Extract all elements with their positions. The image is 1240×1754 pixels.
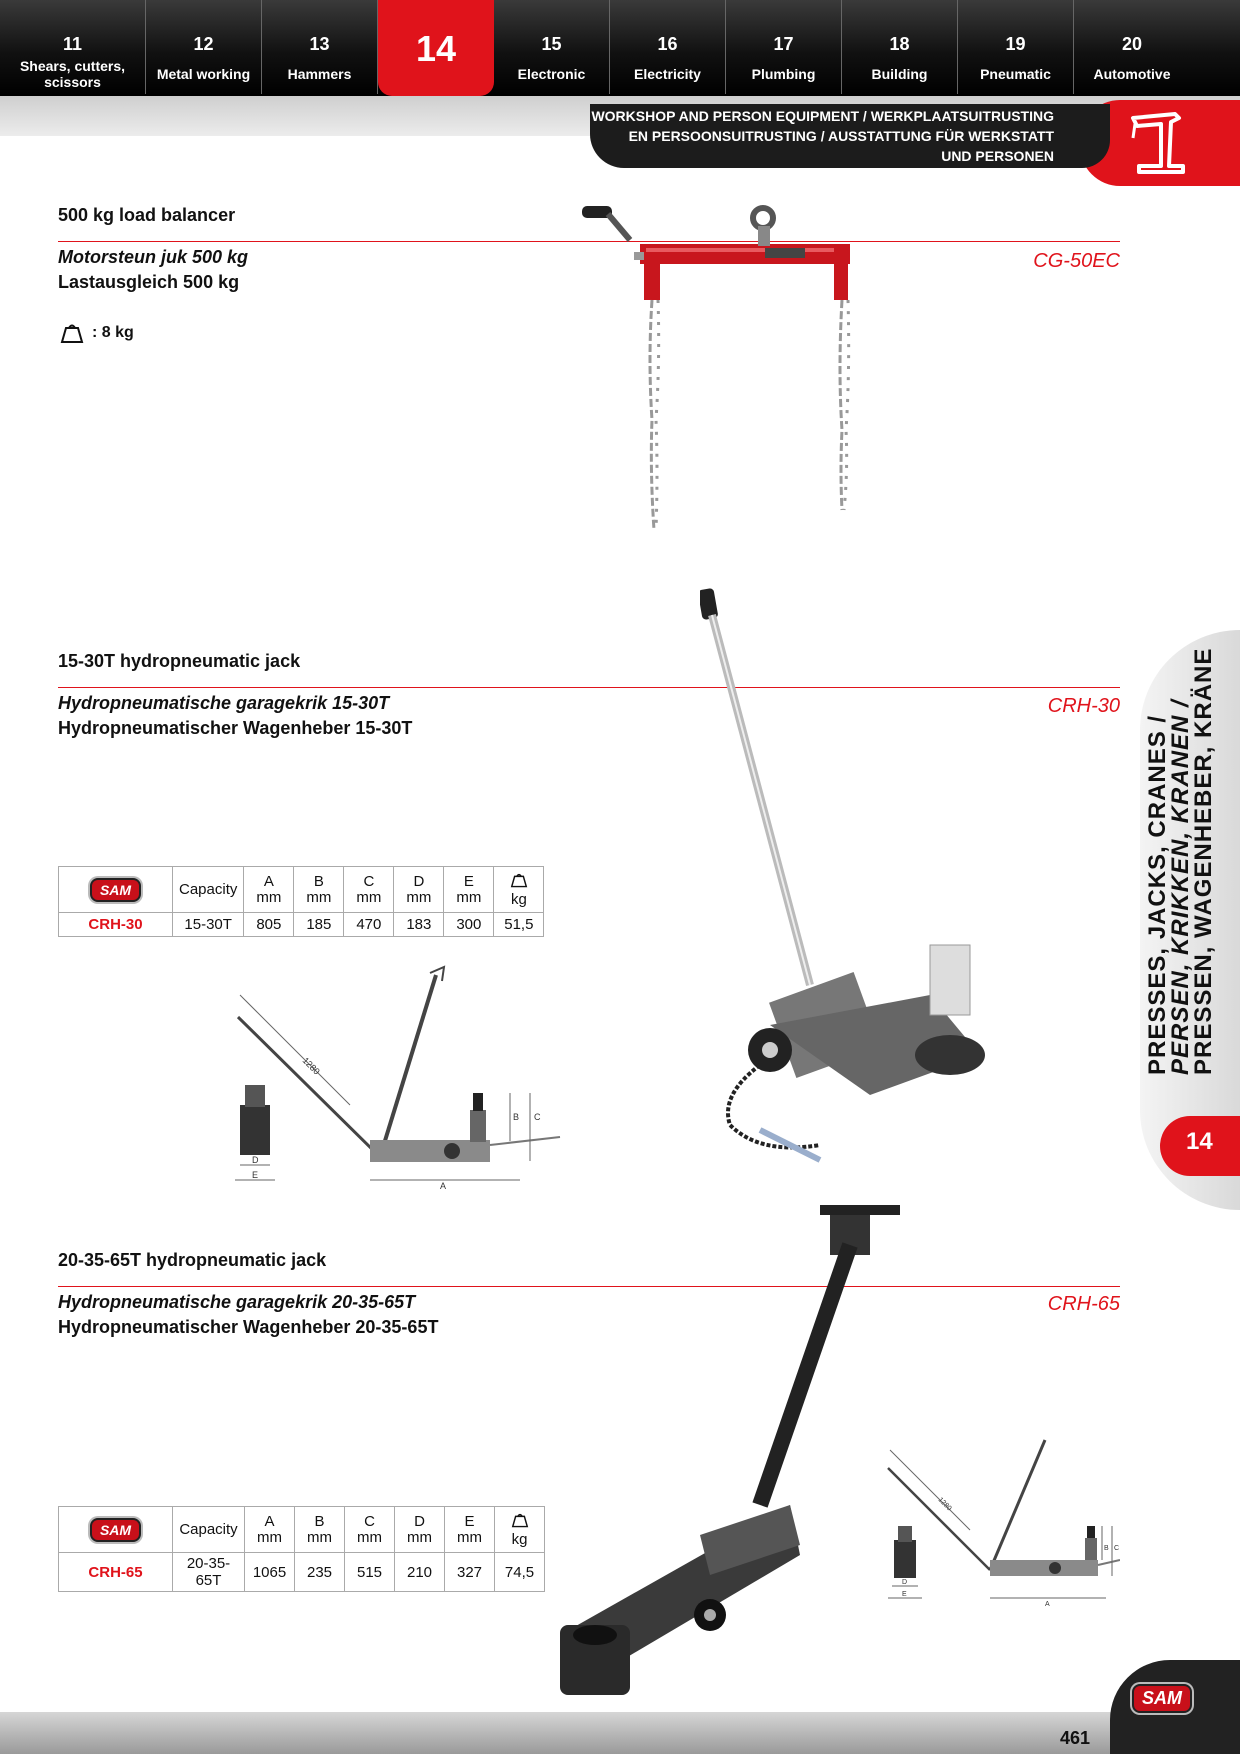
weight-icon [508,872,530,888]
nav-label: Shears, cutters, scissors [19,58,126,90]
dim-d: D [902,1579,908,1586]
nav-number: 20 [1121,34,1143,54]
nav-number: 13 [309,34,330,54]
sam-logo: SAM [1132,1684,1192,1713]
nav-number: 18 [889,34,910,54]
table-header: C mm [345,1507,395,1553]
table-row [59,913,544,937]
product-title: 15-30T hydropneumatic jack [58,651,301,671]
product-name-de: Hydropneumatischer Wagenheber 15-30T [58,718,413,738]
product-code: CRH-30 [1047,695,1120,717]
chapter-title-nl: PERSEN, KRIKKEN, KRANEN / [1167,699,1194,1075]
table-header-row [59,1507,545,1553]
sam-logo: SAM [90,1518,141,1542]
table-header: kg [510,890,527,908]
weight-icon [58,322,86,344]
product-code: CRH-65 [1047,1293,1120,1315]
nav-item-11[interactable] [0,0,146,94]
brand-cell [59,867,173,913]
category-nav [0,0,1240,96]
weight-value: : 8 kg [92,324,134,341]
crh30-jack-image [700,585,1000,1165]
length-label: 1280 [300,1055,322,1077]
dim-b: B [1104,1545,1109,1552]
nav-item-13[interactable] [262,0,378,94]
table-cell: 327 [445,1553,495,1592]
table-cell: 470 [344,913,394,937]
brand-cell [59,1507,173,1553]
nav-item-16[interactable] [610,0,726,94]
dimension-diagram-crh30 [230,965,580,1195]
dim-e: E [902,1591,907,1598]
nav-item-15[interactable] [494,0,610,94]
length-label: 1280 [936,1496,953,1513]
product-name-de: Lastausgleich 500 kg [58,272,240,292]
banner-line: UND PERSONEN [941,148,1054,164]
table-cell: 51,5 [494,913,544,937]
spec-table-crh30 [58,866,544,937]
table-cell: 235 [295,1553,345,1592]
table-cell: 183 [394,913,444,937]
table-cell: 210 [395,1553,445,1592]
table-header-weight [494,867,544,913]
nav-number: 14 [415,28,457,69]
table-cell: 185 [294,913,344,937]
table-header: E mm [445,1507,495,1553]
table-header: D mm [394,867,444,913]
product-title: 500 kg load balancer [58,205,236,225]
chapter-title-vertical [1146,575,1215,1075]
table-cell: 805 [244,913,294,937]
dim-a: A [1045,1601,1050,1608]
chapter-title-en: PRESSES, JACKS, CRANES / [1144,714,1171,1075]
nav-item-14-active[interactable] [378,0,494,96]
banner-line: WORKSHOP AND PERSON EQUIPMENT / WERKPLAATSUITRUSTING [591,108,1054,124]
nav-label: Hammers [287,66,352,82]
load-balancer-image [580,200,880,540]
table-header: B mm [294,867,344,913]
table-cell: 300 [444,913,494,937]
chapter-title-de: PRESSEN, WAGENHEBER, KRÄNE [1190,647,1217,1075]
product-name-nl: Hydropneumatische garagekrik 20-35-65T [58,1292,416,1312]
dim-e: E [252,1170,259,1180]
sam-logo: SAM [90,878,141,902]
footer-sam-logo [1132,1684,1192,1713]
table-header: A mm [245,1507,295,1553]
table-cell-code: CRH-30 [59,913,173,937]
table-header: Capacity [173,867,244,913]
chapter-number: 14 [1160,1116,1240,1176]
table-cell-code: CRH-65 [59,1553,173,1592]
nav-number: 11 [62,34,83,54]
nav-number: 12 [193,34,214,54]
product-name-nl: Hydropneumatische garagekrik 15-30T [58,693,390,713]
footer-band [0,1712,1240,1754]
table-header: kg [511,1530,528,1548]
table-cell: 515 [345,1553,395,1592]
dim-d: D [252,1155,259,1165]
crane-icon [1125,108,1195,178]
dim-a: A [440,1181,447,1191]
table-header: B mm [295,1507,345,1553]
nav-label: Electricity [634,66,701,82]
product-title: 20-35-65T hydropneumatic jack [58,1250,327,1270]
table-cell: 15-30T [173,913,244,937]
table-header: C mm [344,867,394,913]
nav-item-19[interactable] [958,0,1074,94]
table-header-row [59,867,544,913]
nav-label: Pneumatic [980,66,1051,82]
table-header: E mm [444,867,494,913]
dim-c: C [1114,1545,1120,1552]
nav-label: Plumbing [751,66,816,82]
nav-item-20[interactable] [1074,0,1190,94]
product-name-nl: Motorsteun juk 500 kg [58,247,249,267]
product-code: CG-50EC [1033,250,1120,272]
nav-item-12[interactable] [146,0,262,94]
banner-line: EN PERSOONSUITRUSTING / AUSSTATTUNG FÜR WERKSTATT [628,128,1054,144]
dim-b: B [513,1112,520,1122]
nav-item-18[interactable] [842,0,958,94]
product-weight [58,322,134,344]
table-cell: 74,5 [495,1553,545,1592]
table-cell: 1065 [245,1553,295,1592]
table-header-weight [495,1507,545,1553]
nav-number: 17 [773,34,794,54]
nav-label: Electronic [517,66,586,82]
nav-number: 15 [541,34,562,54]
product-name-de: Hydropneumatischer Wagenheber 20-35-65T [58,1317,439,1337]
dimension-diagram-crh65 [880,1430,1120,1610]
section-banner [590,104,1110,168]
nav-number: 19 [1005,34,1026,54]
nav-item-17[interactable] [726,0,842,94]
crh65-jack-image [550,1205,920,1700]
spec-table-crh65 [58,1506,545,1592]
table-header: D mm [395,1507,445,1553]
dim-c: C [534,1112,541,1122]
nav-label: Building [871,66,928,82]
table-header: A mm [244,867,294,913]
table-cell: 20-35-65T [173,1553,245,1592]
table-row [59,1553,545,1592]
table-header: Capacity [173,1507,245,1553]
nav-label: Automotive [1093,66,1171,82]
nav-label: Metal working [156,66,251,82]
nav-number: 16 [657,34,678,54]
page-number: 461 [1060,1728,1091,1748]
weight-icon [509,1512,531,1528]
